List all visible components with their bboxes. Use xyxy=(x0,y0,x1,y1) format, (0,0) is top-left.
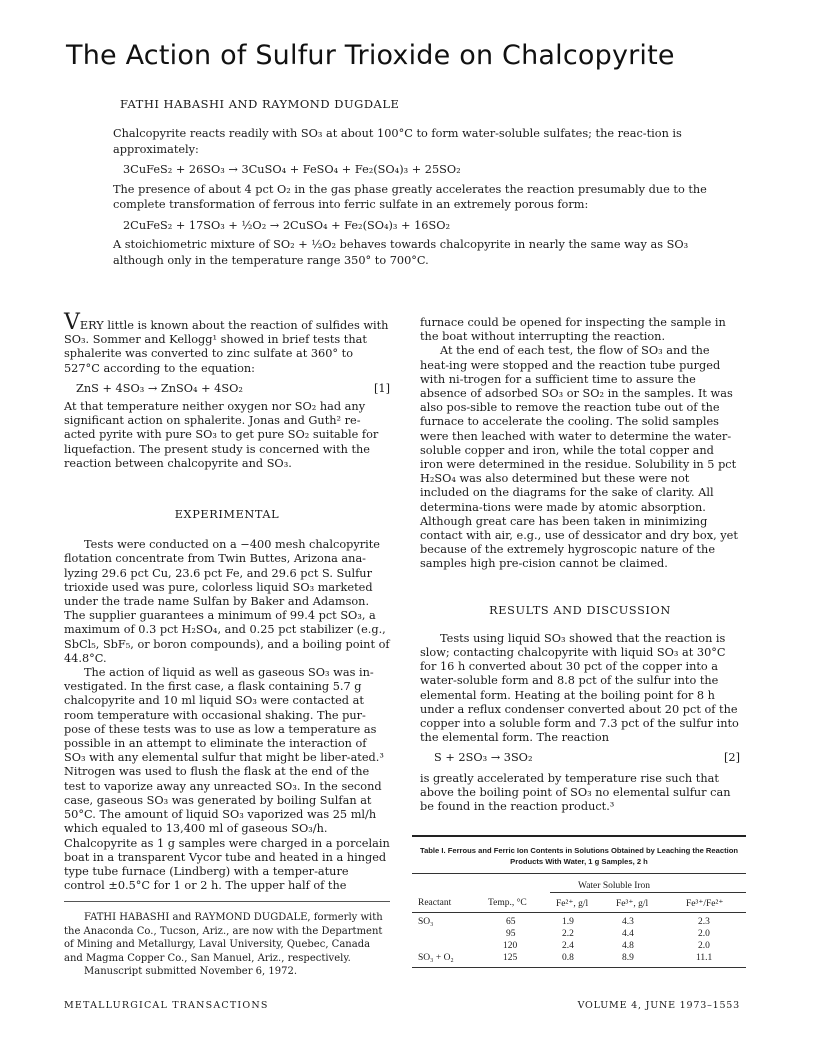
equation-2-number: [2] xyxy=(723,751,740,765)
footnote-rule xyxy=(64,901,390,902)
experimental-paragraph-2: The action of liquid as well as gaseous SO₃ was in-vestigated. In the first case, a flask containing 5.7 g chalcopyrite and 10 ml liquid SO₃ were contacted at room temperature with occasional shaking. The pur-pose of these tests was to use as low a temperature as possible in an attempt to eliminate the interaction of SO₃ with any elemental sulfur that might be liber-ated.³ Nitrogen was used to flush the flask at the end of the test to vaporize away any unreacted SO₃. In the second case, gaseous SO₃ was generated by boiling Sulfan at 50°C. The amount of liquid SO₃ vaporized was 25 ml/h which equaled to 13,400 ml of gaseous SO₃/h. Chalcopyrite as 1 g samples were charged in a porcelain boat in a transparent Vycor tube and heated in a hinged type tube furnace (Lindberg) with a temper-ature control ±0.5°C for 1 or 2 h. The upper half of the xyxy=(64,666,390,893)
author-line: FATHI HABASHI AND RAYMOND DUGDALE xyxy=(120,97,400,111)
volume-page: VOLUME 4, JUNE 1973–1553 xyxy=(577,1000,740,1011)
section-heading-experimental: EXPERIMENTAL xyxy=(174,508,280,522)
table-cell: 95 xyxy=(506,929,516,939)
table-cell: 125 xyxy=(503,953,518,963)
equation-2: S + 2SO₃ → 3SO₂ xyxy=(434,751,533,765)
table-caption-rule xyxy=(412,873,746,874)
paragraph-2: At that temperature neither oxygen nor SO₂ had any significant action on sphalerite. Jonas and Guth² re-acted pyrite with pure SO₃ to get pure SO₂ suitable for liquefaction. The present study is concerned with the reaction between chalcopyrite and SO₃. xyxy=(64,400,379,470)
equation-1-row xyxy=(64,382,390,396)
table-cell: 2.4 xyxy=(562,941,574,951)
table-header-fe3: Fe³⁺, g/l xyxy=(616,899,649,909)
table-cell: 2.0 xyxy=(698,929,710,939)
equation-1: ZnS + 4SO₃ → ZnSO₄ + 4SO₂ xyxy=(76,381,243,395)
table-cell: 11.1 xyxy=(696,953,713,963)
intro-text: ERY little is known about the reaction of sulfides with SO₃. Sommer and Kellogg¹ showed in brief tests that sphalerite was converted to zinc sulfate at 360° to 527°C according to the equation: xyxy=(64,319,389,375)
table-header-fe2: Fe²⁺, g/l xyxy=(556,899,589,909)
table-cell: 4.4 xyxy=(622,929,634,939)
submission-note: Manuscript submitted November 6, 1972. xyxy=(84,966,298,977)
left-column xyxy=(64,310,390,893)
table-caption: Table I. Ferrous and Ferric Ion Contents in Solutions Obtained by Leaching the Reaction Products With Water, 1 g Samples, 2 h xyxy=(420,846,738,866)
table-cell: 2.2 xyxy=(562,929,574,939)
abstract-equation-1: 3CuFeS₂ + 26SO₃ → 3CuSO₄ + FeSO₄ + Fe₂(SO₄)₃ + 25SO₂ xyxy=(123,163,461,176)
procedure-paragraph: At the end of each test, the flow of SO₃ and the heat-ing were stopped and the reaction tube purged with ni-trogen for a sufficient time to assure the absence of adsorbed SO₃ or SO₂ in the samples. It was also pos-sible to remove the reaction tube out of the furnace to accelerate the cooling. The solid samples were then leached with water to determine the water-soluble copper and iron, while the total copper and iron were determined in the residue. Solubility in 5 pct H₂SO₄ was also determined but these were not included on the diagrams for the sake of clarity. All determina-tions were made by atomic absorption. Although great care has been taken in minimizing contact with air, e.g., use of dessicator and dry box, yet because of the extremely hygroscopic nature of the samples high pre-cision cannot be claimed. xyxy=(420,344,738,571)
abstract xyxy=(113,126,715,268)
abstract-intro: Chalcopyrite reacts readily with SO₃ at about 100°C to form water-soluble sulfates; the reac-tion is approximately: xyxy=(113,127,682,156)
table-cell: 120 xyxy=(503,941,518,951)
equation-2-row xyxy=(420,751,740,765)
table-group-header: Water Soluble Iron xyxy=(578,881,651,891)
equation-1-number: [1] xyxy=(373,381,390,395)
intro-paragraph xyxy=(64,310,390,376)
table-cell: 1.9 xyxy=(562,917,574,927)
table-cell: 4.8 xyxy=(622,941,634,951)
drop-cap: V xyxy=(64,310,80,335)
experimental-paragraph-1: Tests were conducted on a −400 mesh chalcopyrite flotation concentrate from Twin Buttes, Arizona ana-lyzing 29.6 pct Cu, 23.6 pct Fe, and 29.6 pct S. Sulfur trioxide used was pure, colorless liquid SO₃ marketed under the trade name Sulfan by Baker and Adamson. The supplier guarantees a minimum of 99.4 pct SO₃, a maximum of 0.3 pct H₂SO₄, and 0.25 pct stabilizer (e.g., SbCl₅, SbF₅, or boron compounds), and a boiling point of 44.8°C. xyxy=(64,538,390,665)
table-cell: 65 xyxy=(506,917,516,927)
results-paragraph-2: is greatly accelerated by temperature rise such that above the boiling point of SO₃ no elemental sulfur can be found in the reaction product.³ xyxy=(420,771,731,814)
abstract-equation-2: 2CuFeS₂ + 17SO₃ + ½O₂ → 2CuSO₄ + Fe₂(SO₄)₃ + 16SO₂ xyxy=(123,218,451,232)
table-top-rule xyxy=(412,835,746,837)
journal-name: METALLURGICAL TRANSACTIONS xyxy=(64,1000,269,1011)
table-cell: 2.3 xyxy=(698,917,710,927)
author-affiliation: FATHI HABASHI and RAYMOND DUGDALE, formerly with the Anaconda Co., Tucson, Ariz., are now with the Department of Mining and Metallurgy, Laval University, Quebec, Canada and Magma Copper Co., San Manuel, Ariz., respectively. xyxy=(64,912,383,964)
table-group-rule xyxy=(550,892,746,893)
continued-paragraph: furnace could be opened for inspecting the sample in the boat without interrupting the reaction. xyxy=(420,316,726,344)
table-cell: SO₃ xyxy=(418,917,434,927)
table-header-temp: Temp., °C xyxy=(488,898,527,908)
right-column xyxy=(420,316,740,814)
table-bottom-rule xyxy=(412,967,746,968)
table-cell: 0.8 xyxy=(562,953,574,963)
abstract-middle: The presence of about 4 pct O₂ in the gas phase greatly accelerates the reaction presumably due to the complete transformation of ferrous into ferric sulfate in an extremely porous form: xyxy=(113,182,707,211)
table-header-reactant: Reactant xyxy=(418,898,452,908)
table-cell: 8.9 xyxy=(622,953,634,963)
table-cell: 2.0 xyxy=(698,941,710,951)
footnote xyxy=(64,911,390,979)
table-cell: 4.3 xyxy=(622,917,634,927)
table-header-ratio: Fe³⁺/Fe²⁺ xyxy=(686,899,724,909)
section-heading-results: RESULTS AND DISCUSSION xyxy=(489,603,671,617)
table-cell: SO₃ + O₂ xyxy=(418,953,454,963)
paper-title: The Action of Sulfur Trioxide on Chalcopyrite xyxy=(66,40,675,71)
abstract-end: A stoichiometric mixture of SO₂ + ½O₂ behaves towards chalcopyrite in nearly the same way as SO₃ although only in the temperature range 350° to 700°C. xyxy=(113,238,689,267)
results-paragraph-1: Tests using liquid SO₃ showed that the reaction is slow; contacting chalcopyrite with liquid SO₃ at 30°C for 16 h converted about 30 pct of the copper into a water-soluble form and 8.8 pct of the sulfur into the elemental form. Heating at the boiling point for 8 h under a reflux condenser converted about 20 pct of the copper into a soluble form and 7.3 pct of the sulfur into the elemental form. The reaction xyxy=(420,631,739,745)
table-header-rule xyxy=(412,912,746,913)
